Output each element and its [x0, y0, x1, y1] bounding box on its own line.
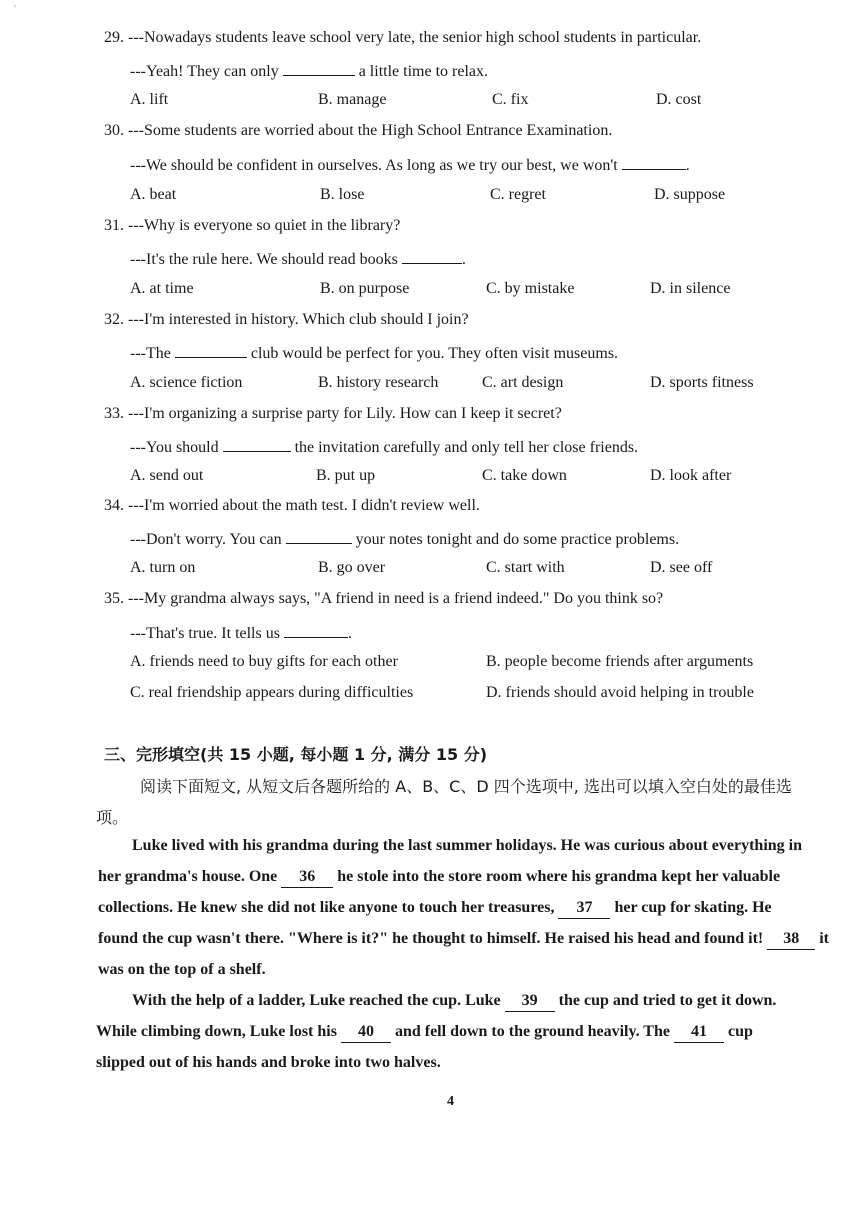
reply-text: ---Yeah! They can only [130, 63, 279, 80]
answer-blank[interactable] [223, 435, 291, 452]
question-30-reply [130, 153, 690, 176]
passage-p2-line-2 [96, 1022, 753, 1043]
question-29-reply [130, 59, 488, 82]
question-32-option-d[interactable]: D. sports fitness [650, 374, 754, 391]
question-31-option-a[interactable]: A. at time [130, 280, 194, 297]
passage-text: her cup for skating. He [614, 899, 772, 916]
reply-text: your notes tonight and do some practice problems. [355, 531, 680, 548]
question-29-option-b[interactable]: B. manage [318, 91, 387, 108]
passage-text: it [819, 930, 830, 947]
passage-p2-line-1 [132, 991, 776, 1012]
question-29-option-c[interactable]: C. fix [492, 91, 529, 108]
passage-p1-line-3 [98, 898, 772, 919]
question-33-option-b[interactable]: B. put up [316, 467, 376, 484]
question-29-option-a[interactable]: A. lift [130, 91, 169, 108]
reply-text: ---We should be confident in ourselves. As long as we try our best, we won't [130, 157, 618, 174]
question-32-stem: 32. ---I'm interested in history. Which club should I join? [104, 311, 469, 328]
question-35-option-d[interactable]: D. friends should avoid helping in trouble [486, 684, 754, 701]
page-number: 4 [447, 1094, 454, 1109]
passage-p1-line-1: Luke lived with his grandma during the last summer holidays. He was curious about everything in [132, 837, 803, 854]
question-31-option-b[interactable]: B. on purpose [320, 280, 410, 297]
passage-text: collections. He knew she did not like anyone to touch her treasures, [98, 899, 555, 916]
question-34-reply [130, 527, 679, 550]
passage-text: the cup and tried to get it down. [558, 992, 777, 1009]
question-29-option-d[interactable]: D. cost [656, 91, 702, 108]
passage-text: her grandma's house. One [98, 868, 278, 885]
question-34-option-d[interactable]: D. see off [650, 559, 713, 576]
question-34-option-b[interactable]: B. go over [318, 559, 386, 576]
passage-text: found the cup wasn't there. "Where is it?" he thought to himself. He raised his head and found it! [98, 930, 764, 947]
passage-p2-line-3: slipped out of his hands and broke into two halves. [96, 1054, 441, 1071]
question-33-option-c[interactable]: C. take down [482, 467, 567, 484]
question-31-reply [130, 247, 466, 270]
question-34-stem: 34. ---I'm worried about the math test. I didn't review well. [104, 497, 480, 514]
cloze-blank-41[interactable]: 41 [674, 1022, 724, 1043]
cloze-blank-38[interactable]: 38 [767, 929, 815, 950]
question-32-option-b[interactable]: B. history research [318, 374, 439, 391]
question-34-option-a[interactable]: A. turn on [130, 559, 196, 576]
question-33-stem: 33. ---I'm organizing a surprise party for Lily. How can I keep it secret? [104, 405, 562, 422]
passage-p1-line-5: was on the top of a shelf. [98, 961, 266, 978]
question-30-stem: 30. ---Some students are worried about the High School Entrance Examination. [104, 122, 613, 139]
question-29-stem: 29. ---Nowadays students leave school very late, the senior high school students in particular. [104, 29, 702, 46]
question-30-option-d[interactable]: D. suppose [654, 186, 726, 203]
cloze-blank-37[interactable]: 37 [558, 898, 610, 919]
question-35-stem: 35. ---My grandma always says, "A friend in need is a friend indeed." Do you think so? [104, 590, 664, 607]
passage-text: and fell down to the ground heavily. The [394, 1023, 670, 1040]
question-35-option-a[interactable]: A. friends need to buy gifts for each other [130, 653, 398, 670]
reply-text: club would be perfect for you. They often visit museums. [250, 345, 619, 362]
question-35-option-c[interactable]: C. real friendship appears during difficulties [130, 684, 414, 701]
question-33-option-a[interactable]: A. send out [130, 467, 204, 484]
answer-blank[interactable] [622, 153, 686, 170]
reply-text: ---The [130, 345, 171, 362]
section-instruction-line-2: 项。 [96, 808, 129, 827]
cloze-blank-40[interactable]: 40 [341, 1022, 391, 1043]
reply-text: a little time to relax. [358, 63, 488, 80]
answer-blank[interactable] [286, 527, 352, 544]
answer-blank[interactable] [175, 341, 247, 358]
question-31-option-c[interactable]: C. by mistake [486, 280, 575, 297]
question-32-reply [130, 341, 618, 364]
cloze-blank-39[interactable]: 39 [505, 991, 555, 1012]
question-30-option-b[interactable]: B. lose [320, 186, 365, 203]
question-33-option-d[interactable]: D. look after [650, 467, 732, 484]
reply-text: . [461, 251, 466, 268]
passage-p1-line-2 [98, 867, 780, 888]
answer-blank[interactable] [283, 59, 355, 76]
section-heading: 三、完形填空(共 15 小题, 每小题 1 分, 满分 15 分) [104, 745, 488, 764]
passage-text: With the help of a ladder, Luke reached the cup. Luke [132, 992, 501, 1009]
question-35-reply [130, 621, 352, 644]
reply-text: ---Don't worry. You can [130, 531, 282, 548]
scan-mark: ' [14, 4, 16, 15]
question-33-reply [130, 435, 638, 458]
cloze-blank-36[interactable]: 36 [281, 867, 333, 888]
passage-p1-line-4 [98, 929, 829, 950]
question-32-option-a[interactable]: A. science fiction [130, 374, 243, 391]
reply-text: . [685, 157, 690, 174]
section-instruction-line-1: 阅读下面短文, 从短文后各题所给的 A、B、C、D 四个选项中, 选出可以填入空白处的最佳选 [140, 777, 792, 796]
reply-text: . [347, 625, 352, 642]
reply-text: ---It's the rule here. We should read books [130, 251, 398, 268]
question-30-option-c[interactable]: C. regret [490, 186, 546, 203]
passage-text: cup [727, 1023, 753, 1040]
question-32-option-c[interactable]: C. art design [482, 374, 564, 391]
question-31-stem: 31. ---Why is everyone so quiet in the library? [104, 217, 401, 234]
passage-text: While climbing down, Luke lost his [96, 1023, 337, 1040]
question-31-option-d[interactable]: D. in silence [650, 280, 731, 297]
answer-blank[interactable] [284, 621, 348, 638]
reply-text: the invitation carefully and only tell her close friends. [294, 439, 639, 456]
question-30-option-a[interactable]: A. beat [130, 186, 177, 203]
question-34-option-c[interactable]: C. start with [486, 559, 565, 576]
passage-text: he stole into the store room where his grandma kept her valuable [337, 868, 781, 885]
reply-text: ---That's true. It tells us [130, 625, 280, 642]
question-35-option-b[interactable]: B. people become friends after arguments [486, 653, 754, 670]
answer-blank[interactable] [402, 247, 462, 264]
reply-text: ---You should [130, 439, 219, 456]
